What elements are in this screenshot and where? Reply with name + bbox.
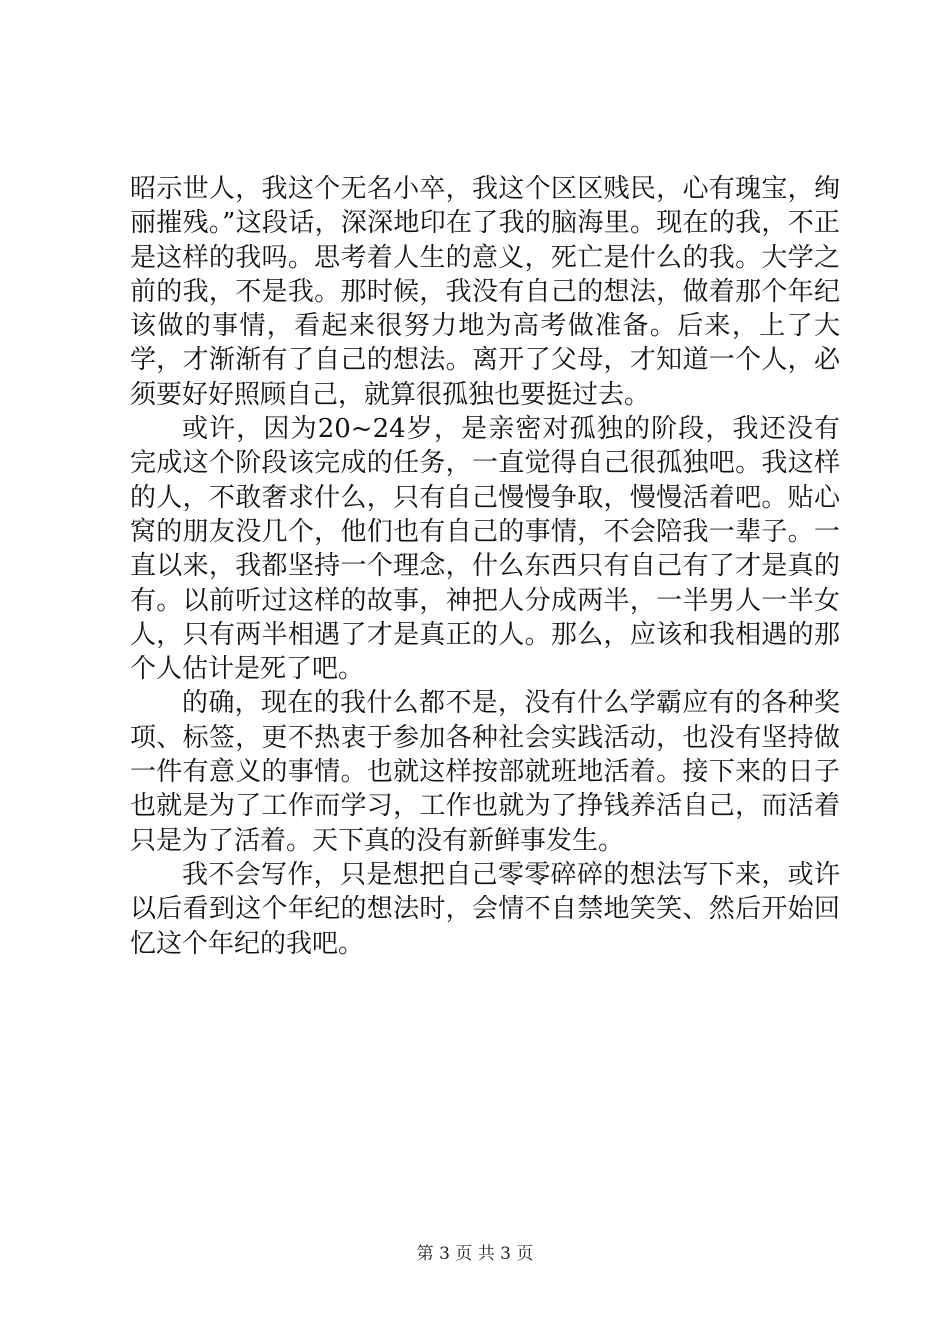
document-body bbox=[130, 172, 840, 961]
page-number-footer: 第 3 页 共 3 页 bbox=[416, 1244, 534, 1264]
paragraph-3: 的确，现在的我什么都不是，没有什么学霸应有的各种奖项、标签，更不热衷于参加各种社会实践活动，也没有坚持做一件有意义的事情。也就这样按部就班地活着。接下来的日子也就是为了工作而学习，工作也就为了挣钱养活自己，而活着只是为了活着。天下真的没有新鲜事发生。 bbox=[130, 688, 840, 856]
paragraph-4: 我不会写作，只是想把自己零零碎碎的想法写下来，或许以后看到这个年纪的想法时，会情不自禁地笑笑、然后开始回忆这个年纪的我吧。 bbox=[130, 859, 840, 959]
paragraph-1: 昭示世人，我这个无名小卒，我这个区区贱民，心有瑰宝，绚丽摧残。”这段话，深深地印在了我的脑海里。现在的我，不正是这样的我吗。思考着人生的意义，死亡是什么的我。大学之前的我，不是我。那时候，我没有自己的想法，做着那个年纪该做的事情，看起来很努力地为高考做准备。后来，上了大学，才渐渐有了自己的想法。离开了父母，才知道一个人，必须要好好照顾自己，就算很孤独也要挺过去。 bbox=[130, 174, 840, 410]
paragraph-2: 或许，因为20~24岁，是亲密对孤独的阶段，我还没有完成这个阶段该完成的任务，一直觉得自己很孤独吧。我这样的人，不敢奢求什么，只有自己慢慢争取，慢慢活着吧。贴心窝的朋友没几个，他们也有自己的事情，不会陪我一辈子。一直以来，我都坚持一个理念，什么东西只有自己有了才是真的有。以前听过这样的故事，神把人分成两半，一半男人一半女人，只有两半相遇了才是真正的人。那么，应该和我相遇的那个人估计是死了吧。 bbox=[130, 414, 840, 685]
